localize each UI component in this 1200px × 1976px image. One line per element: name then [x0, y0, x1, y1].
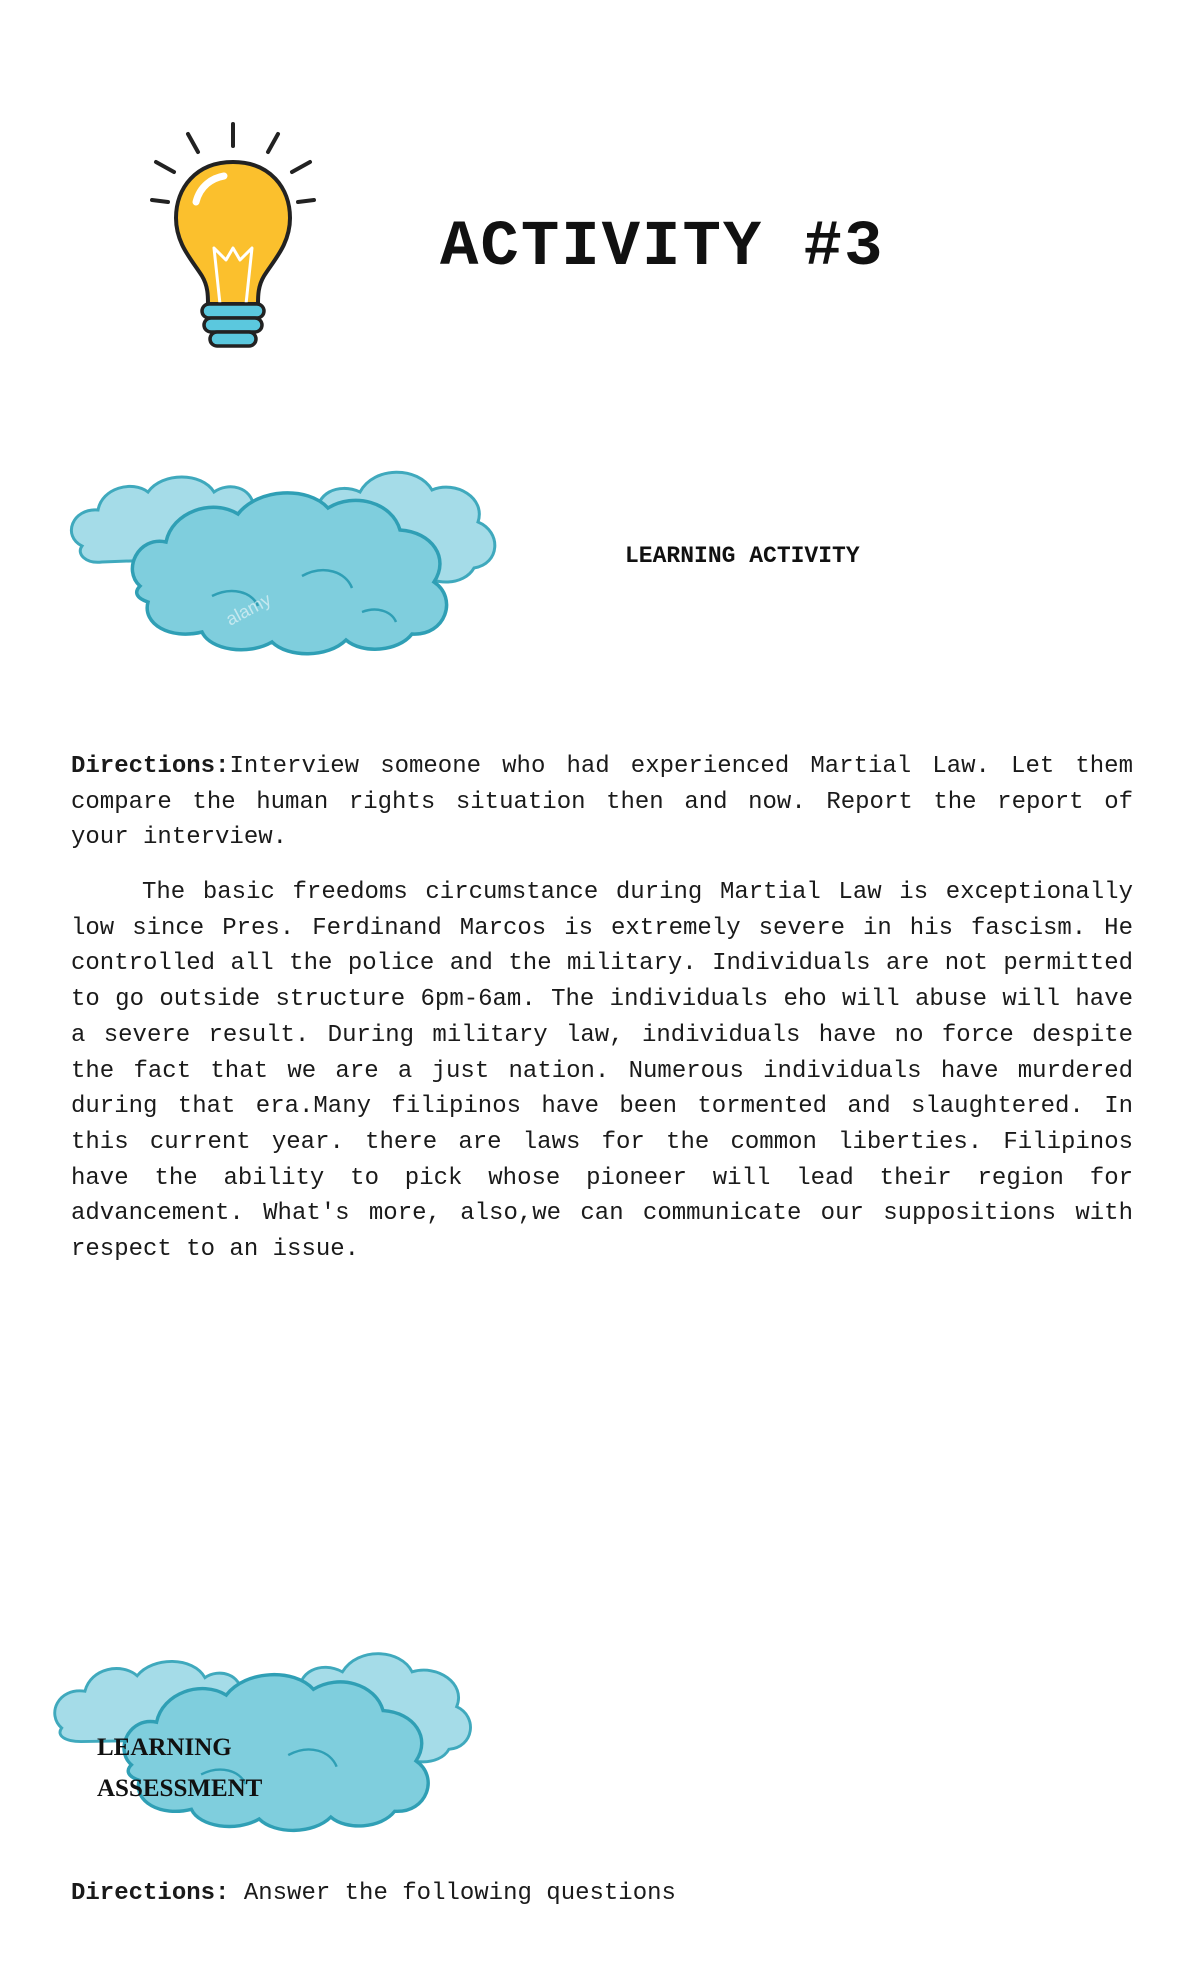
- assessment-heading-line2: ASSESSMENT: [97, 1775, 263, 1802]
- lightbulb-icon: [148, 120, 318, 350]
- learning-activity-heading: LEARNING ACTIVITY: [625, 543, 860, 569]
- cloud-watermark: alamy: [222, 589, 275, 630]
- assessment-directions-label: Directions:: [71, 1880, 230, 1907]
- directions-label: Directions:: [71, 753, 230, 780]
- directions-text: Interview someone who had experienced Martial Law. Let them compare the human rights situation then and now. Report the report of your interview.: [71, 753, 1133, 852]
- interview-report-paragraph: The basic freedoms circumstance during Martial Law is exceptionally low since Pres. Ferdinand Marcos is extremely severe in his fascism. He controlled all the police and the military. Individuals are not permitted to go outside structure 6pm-6am. The individuals eho will abuse will have a severe result. During military law, individuals have no force despite the fact that we are a just nation. Numerous individuals have murdered during that era.Many filipinos have been tormented and slaughtered. In this current year. there are laws for the common liberties. Filipinos have the ability to pick whose pioneer will lead their region for advancement. What's more, also,we can communicate our suppositions with respect to an issue.: [71, 879, 1133, 1264]
- assessment-heading-line1: LEARNING: [97, 1734, 232, 1761]
- learning-assessment-heading: [97, 1727, 262, 1809]
- assessment-directions-text: Answer the following questions: [229, 1880, 676, 1907]
- assessment-directions: [71, 1880, 676, 1907]
- page-title: ACTIVITY #3: [440, 212, 885, 284]
- cloud-illustration: [62, 436, 532, 660]
- activity-directions: [71, 749, 1133, 856]
